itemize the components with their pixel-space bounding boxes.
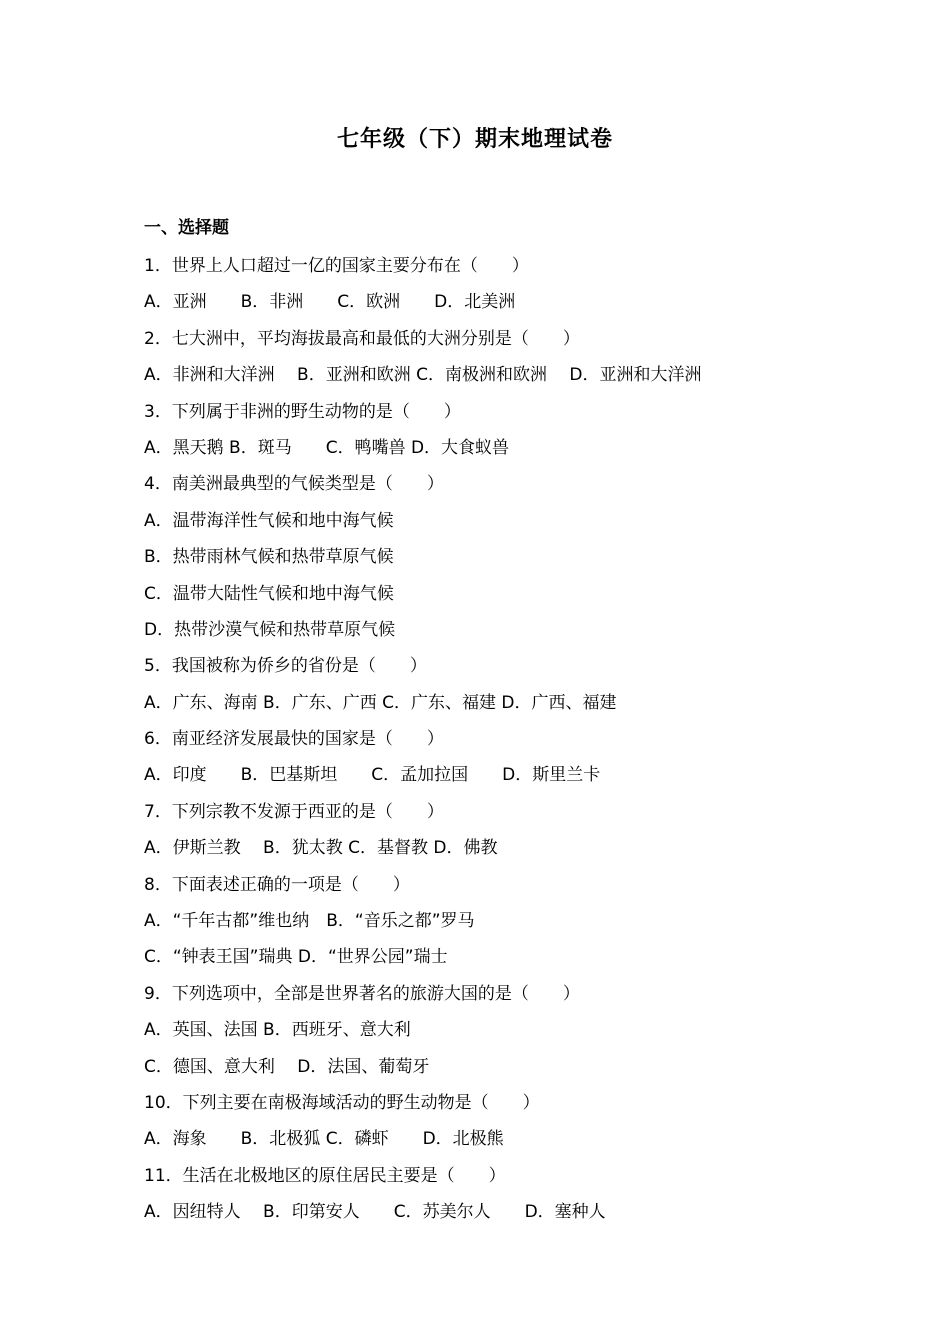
question-5: 5．我国被称为侨乡的省份是（ ）	[144, 656, 427, 677]
question-8: 8．下面表述正确的一项是（ ）	[144, 874, 410, 895]
question-4-option-a: A．温带海洋性气候和地中海气候	[144, 510, 394, 531]
question-2-options: A．非洲和大洋洲 B．亚洲和欧洲 C．南极洲和欧洲 D．亚洲和大洋洲	[144, 365, 702, 386]
question-8-options-cd: C．“钟表王国”瑞典 D．“世界公园”瑞士	[144, 947, 448, 968]
question-4: 4．南美洲最典型的气候类型是（ ）	[144, 474, 444, 495]
question-7: 7．下列宗教不发源于西亚的是（ ）	[144, 801, 444, 822]
question-11: 11．生活在北极地区的原住居民主要是（ ）	[144, 1165, 506, 1186]
question-2: 2．七大洲中，平均海拔最高和最低的大洲分别是（ ）	[144, 328, 580, 349]
page-title: 七年级（下）期末地理试卷	[336, 127, 613, 152]
question-1: 1．世界上人口超过一亿的国家主要分布在（ ）	[144, 256, 529, 276]
question-10-options: A．海象 B．北极狐 C．磷虾 D．北极熊	[144, 1129, 504, 1150]
question-4-option-c: C．温带大陆性气候和地中海气候	[144, 583, 394, 604]
question-6: 6．南亚经济发展最快的国家是（ ）	[144, 729, 444, 750]
question-11-options: A．因纽特人 B．印第安人 C．苏美尔人 D．塞种人	[144, 1202, 606, 1223]
question-7-options: A．伊斯兰教 B．犹太教 C．基督教 D．佛教	[144, 838, 498, 859]
question-3-options: A．黑天鹅 B．斑马 C．鸭嘴兽 D．大食蚁兽	[144, 437, 510, 458]
question-4-option-b: B．热带雨林气候和热带草原气候	[144, 547, 394, 568]
question-4-option-d: D．热带沙漠气候和热带草原气候	[144, 619, 396, 640]
question-8-options-ab: A．“千年古都”维也纳 B．“音乐之都”罗马	[144, 911, 475, 932]
question-9-options-cd: C．德国、意大利 D．法国、葡萄牙	[144, 1056, 430, 1077]
question-10: 10．下列主要在南极海域活动的野生动物是（ ）	[144, 1092, 540, 1113]
question-list	[144, 212, 864, 1231]
question-6-options: A．印度 B．巴基斯坦 C．孟加拉国 D．斯里兰卡	[144, 765, 601, 786]
question-1-options: A．亚洲 B．非洲 C．欧洲 D．北美洲	[144, 292, 516, 313]
section-heading: 一、选择题	[144, 218, 229, 238]
question-3: 3．下列属于非洲的野生动物的是（ ）	[144, 401, 461, 422]
question-5-options: A．广东、海南 B．广东、广西 C．广东、福建 D．广西、福建	[144, 692, 617, 713]
question-9-options-ab: A．英国、法国 B．西班牙、意大利	[144, 1020, 411, 1041]
question-9: 9．下列选项中，全部是世界著名的旅游大国的是（ ）	[144, 983, 580, 1004]
